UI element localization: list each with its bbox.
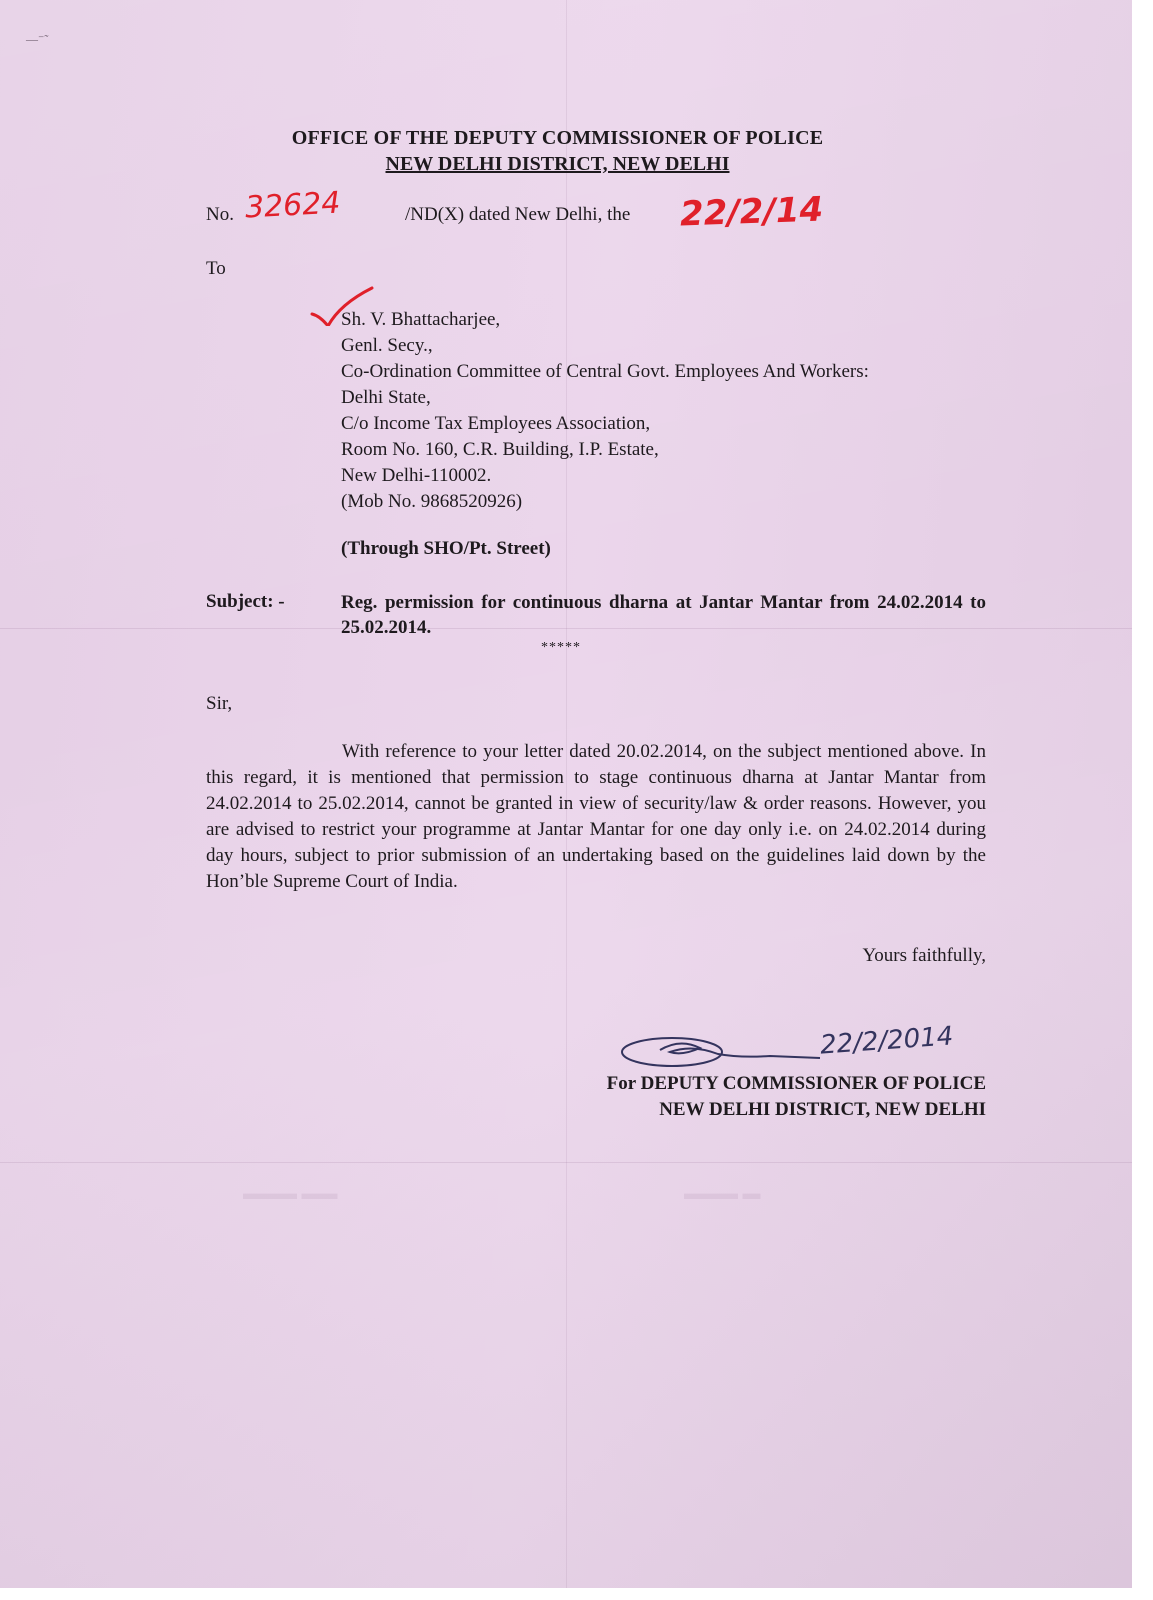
- reference-number: 32624: [244, 185, 342, 226]
- addressee-block: [341, 307, 869, 515]
- show-through-mark: ▬▬▬ ▬: [684, 1183, 761, 1203]
- addressee-line: Room No. 160, C.R. Building, I.P. Estate,: [341, 439, 659, 460]
- addressee-line: C/o Income Tax Employees Association,: [341, 413, 651, 434]
- office-header: OFFICE OF THE DEPUTY COMMISSIONER OF POLICE: [291, 127, 824, 149]
- letter-body: With reference to your letter dated 20.02.2014, on the subject mentioned above. In this regard, it is mentioned that permission to stage continuous dharna at Jantar Mantar from 24.02.2014 to 25.02.2014, cannot be granted in view of security/law & order reasons. However, you are advised to restrict your programme at Jantar Mantar for one day only i.e. on 24.02.2014 during day hours, subject to prior submission of an undertaking based on the guidelines laid down by the Hon’ble Supreme Court of India.: [206, 741, 986, 892]
- addressee-line: Delhi State,: [341, 387, 431, 408]
- signature-date: 22/2/2014: [819, 1021, 955, 1061]
- closing: Yours faithfully,: [862, 945, 986, 966]
- addressee-line: (Mob No. 9868520926): [341, 491, 523, 512]
- subject-separator: *****: [541, 640, 581, 655]
- addressee-line: Co-Ordination Committee of Central Govt. Employees And Workers:: [341, 361, 869, 382]
- salutation: Sir,: [206, 693, 233, 714]
- through-line: (Through SHO/Pt. Street): [341, 538, 551, 559]
- addressee-line: Sh. V. Bhattacharjee,: [341, 309, 501, 330]
- addressee-line: New Delhi-110002.: [341, 465, 492, 486]
- reference-text: /ND(X) dated New Delhi, the: [405, 204, 631, 225]
- office-subheader: NEW DELHI DISTRICT, NEW DELHI: [385, 153, 730, 175]
- subject-label: Subject: -: [206, 591, 285, 612]
- to-label: To: [206, 258, 226, 279]
- reference-date: 22/2/14: [679, 189, 824, 235]
- signatory-office: NEW DELHI DISTRICT, NEW DELHI: [659, 1099, 986, 1120]
- corner-mark: —⁻˜: [26, 32, 49, 46]
- show-through-mark: ▬▬▬ ▬▬: [243, 1183, 338, 1203]
- subject-text: Reg. permission for continuous dharna at Jantar Mantar from 24.02.2014 to 25.02.2014.: [341, 592, 986, 638]
- addressee-line: Genl. Secy.,: [341, 335, 433, 356]
- reference-no-label: No.: [206, 204, 234, 225]
- signature-icon: [620, 1030, 830, 1075]
- signatory-title: For DEPUTY COMMISSIONER OF POLICE: [606, 1073, 986, 1094]
